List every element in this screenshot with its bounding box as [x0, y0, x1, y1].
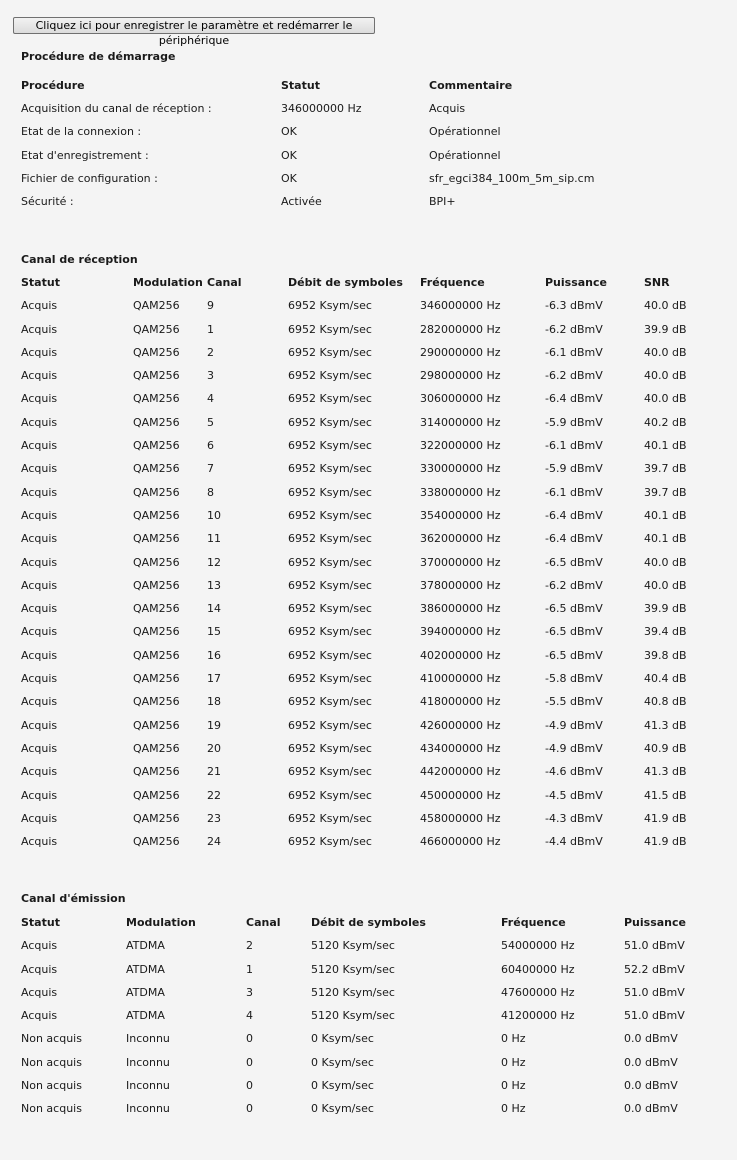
table-cell: -6.5 dBmV — [545, 625, 603, 639]
table-cell: 5 — [207, 415, 214, 429]
table-cell: QAM256 — [133, 578, 180, 592]
table-cell: 410000000 Hz — [420, 672, 501, 686]
table-cell: 14 — [207, 602, 221, 616]
table-cell: Inconnu — [126, 1102, 170, 1116]
table-cell: Non acquis — [21, 1032, 82, 1046]
table-cell: QAM256 — [133, 532, 180, 546]
table-cell: 426000000 Hz — [420, 718, 501, 732]
table-cell: 0 Hz — [501, 1102, 526, 1116]
table-cell: Acquis — [21, 322, 58, 336]
downstream-section-title: Canal de réception — [21, 253, 138, 266]
table-cell: -5.9 dBmV — [545, 462, 603, 476]
table-cell: OK — [281, 125, 297, 139]
table-cell: QAM256 — [133, 835, 180, 849]
table-cell: 0.0 dBmV — [624, 1079, 678, 1093]
table-cell: QAM256 — [133, 718, 180, 732]
table-cell: 282000000 Hz — [420, 322, 501, 336]
table-cell: Acquis — [21, 835, 58, 849]
table-cell: 2 — [207, 345, 214, 359]
table-cell: ATDMA — [126, 939, 165, 953]
table-cell: 6952 Ksym/sec — [288, 532, 372, 546]
table-cell: 3 — [207, 369, 214, 383]
table-cell: 51.0 dBmV — [624, 939, 685, 953]
table-cell: Opérationnel — [429, 148, 501, 162]
table-cell: -4.4 dBmV — [545, 835, 603, 849]
table-cell: 39.9 dB — [644, 602, 687, 616]
table-cell: QAM256 — [133, 369, 180, 383]
table-cell: Acquis — [21, 369, 58, 383]
table-cell: Acquis — [21, 962, 58, 976]
table-cell: -6.1 dBmV — [545, 345, 603, 359]
table-cell: Acquis — [21, 602, 58, 616]
table-cell: Acquis — [21, 648, 58, 662]
table-cell: 0 Ksym/sec — [311, 1055, 374, 1069]
table-cell: Inconnu — [126, 1032, 170, 1046]
table-cell: Acquis — [21, 985, 58, 999]
table-cell: 6952 Ksym/sec — [288, 811, 372, 825]
table-cell: 0.0 dBmV — [624, 1055, 678, 1069]
table-cell: QAM256 — [133, 811, 180, 825]
table-cell: 39.4 dB — [644, 625, 687, 639]
table-cell: 5120 Ksym/sec — [311, 985, 395, 999]
table-cell: -6.4 dBmV — [545, 508, 603, 522]
table-cell: QAM256 — [133, 322, 180, 336]
column-header: Canal — [207, 276, 242, 289]
table-cell: -6.5 dBmV — [545, 602, 603, 616]
column-header: Puissance — [545, 276, 607, 289]
table-cell: OK — [281, 171, 297, 185]
table-cell: -4.9 dBmV — [545, 741, 603, 755]
table-cell: 402000000 Hz — [420, 648, 501, 662]
table-cell: 22 — [207, 788, 221, 802]
table-cell: 6952 Ksym/sec — [288, 578, 372, 592]
table-cell: 47600000 Hz — [501, 985, 575, 999]
table-cell: -5.9 dBmV — [545, 415, 603, 429]
table-cell: 4 — [246, 1009, 253, 1023]
table-cell: 0 — [246, 1079, 253, 1093]
table-cell: 386000000 Hz — [420, 602, 501, 616]
table-cell: QAM256 — [133, 392, 180, 406]
table-cell: Etat de la connexion : — [21, 125, 142, 139]
table-cell: QAM256 — [133, 625, 180, 639]
table-cell: 5120 Ksym/sec — [311, 1009, 395, 1023]
table-cell: QAM256 — [133, 695, 180, 709]
column-header: Statut — [21, 276, 60, 289]
table-cell: 6952 Ksym/sec — [288, 322, 372, 336]
table-cell: 18 — [207, 695, 221, 709]
table-cell: Acquis — [21, 485, 58, 499]
table-cell: 322000000 Hz — [420, 439, 501, 453]
table-cell: QAM256 — [133, 345, 180, 359]
table-cell: 6952 Ksym/sec — [288, 345, 372, 359]
table-cell: 6 — [207, 439, 214, 453]
table-cell: 40.1 dB — [644, 532, 687, 546]
column-header: Statut — [21, 916, 60, 929]
table-cell: QAM256 — [133, 555, 180, 569]
table-cell: 40.0 dB — [644, 578, 687, 592]
table-cell: 40.4 dB — [644, 672, 687, 686]
table-cell: 0 Hz — [501, 1079, 526, 1093]
column-header: Canal — [246, 916, 281, 929]
table-cell: 442000000 Hz — [420, 765, 501, 779]
table-cell: QAM256 — [133, 602, 180, 616]
column-header: Procédure — [21, 79, 85, 92]
table-cell: -6.5 dBmV — [545, 648, 603, 662]
table-cell: 1 — [207, 322, 214, 336]
table-cell: QAM256 — [133, 299, 180, 313]
table-cell: 346000000 Hz — [420, 299, 501, 313]
table-cell: Acquis — [21, 462, 58, 476]
table-cell: 314000000 Hz — [420, 415, 501, 429]
table-cell: 6952 Ksym/sec — [288, 439, 372, 453]
table-cell: 6952 Ksym/sec — [288, 672, 372, 686]
table-cell: 0 Ksym/sec — [311, 1079, 374, 1093]
table-cell: Non acquis — [21, 1055, 82, 1069]
table-cell: 6952 Ksym/sec — [288, 485, 372, 499]
table-cell: 40.0 dB — [644, 299, 687, 313]
table-cell: -6.1 dBmV — [545, 485, 603, 499]
table-cell: -6.2 dBmV — [545, 578, 603, 592]
table-cell: 0 — [246, 1055, 253, 1069]
table-cell: 24 — [207, 835, 221, 849]
table-cell: -6.5 dBmV — [545, 555, 603, 569]
table-cell: Non acquis — [21, 1102, 82, 1116]
table-cell: -6.2 dBmV — [545, 369, 603, 383]
table-cell: ATDMA — [126, 985, 165, 999]
table-cell: 6952 Ksym/sec — [288, 392, 372, 406]
table-cell: 362000000 Hz — [420, 532, 501, 546]
table-cell: Acquis — [21, 555, 58, 569]
table-cell: 15 — [207, 625, 221, 639]
table-cell: QAM256 — [133, 462, 180, 476]
startup-section-title: Procédure de démarrage — [21, 50, 176, 63]
table-cell: Opérationnel — [429, 125, 501, 139]
table-cell: 40.8 dB — [644, 695, 687, 709]
table-cell: -6.4 dBmV — [545, 532, 603, 546]
table-cell: 51.0 dBmV — [624, 1009, 685, 1023]
table-cell: 13 — [207, 578, 221, 592]
table-cell: 6952 Ksym/sec — [288, 835, 372, 849]
table-cell: 20 — [207, 741, 221, 755]
table-cell: 39.7 dB — [644, 485, 687, 499]
table-cell: Acquis — [21, 345, 58, 359]
table-cell: Acquis — [21, 788, 58, 802]
table-cell: 39.8 dB — [644, 648, 687, 662]
table-cell: 21 — [207, 765, 221, 779]
table-cell: 3 — [246, 985, 253, 999]
save-restart-button[interactable]: Cliquez ici pour enregistrer le paramètre et redémarrer le périphérique — [13, 17, 375, 34]
table-cell: 6952 Ksym/sec — [288, 741, 372, 755]
table-cell: 6952 Ksym/sec — [288, 648, 372, 662]
table-cell: 39.9 dB — [644, 322, 687, 336]
table-cell: 0 Ksym/sec — [311, 1102, 374, 1116]
table-cell: QAM256 — [133, 415, 180, 429]
table-cell: BPI+ — [429, 194, 456, 208]
table-cell: ATDMA — [126, 1009, 165, 1023]
table-cell: -4.5 dBmV — [545, 788, 603, 802]
table-cell: Acquis — [21, 672, 58, 686]
table-cell: 8 — [207, 485, 214, 499]
table-cell: 17 — [207, 672, 221, 686]
table-cell: Acquis — [21, 508, 58, 522]
table-cell: 40.9 dB — [644, 741, 687, 755]
table-cell: QAM256 — [133, 788, 180, 802]
table-cell: 11 — [207, 532, 221, 546]
table-cell: Acquis — [21, 1009, 58, 1023]
table-cell: 41.3 dB — [644, 765, 687, 779]
table-cell: -6.3 dBmV — [545, 299, 603, 313]
table-cell: Inconnu — [126, 1079, 170, 1093]
column-header: Commentaire — [429, 79, 513, 92]
table-cell: 10 — [207, 508, 221, 522]
table-cell: 0 — [246, 1102, 253, 1116]
table-cell: Acquis — [21, 765, 58, 779]
table-cell: 5120 Ksym/sec — [311, 939, 395, 953]
table-cell: 52.2 dBmV — [624, 962, 685, 976]
table-cell: 40.2 dB — [644, 415, 687, 429]
table-cell: 6952 Ksym/sec — [288, 369, 372, 383]
table-cell: 60400000 Hz — [501, 962, 575, 976]
table-cell: QAM256 — [133, 508, 180, 522]
table-cell: 338000000 Hz — [420, 485, 501, 499]
table-cell: 9 — [207, 299, 214, 313]
table-cell: 6952 Ksym/sec — [288, 462, 372, 476]
table-cell: 418000000 Hz — [420, 695, 501, 709]
table-cell: 0 Hz — [501, 1032, 526, 1046]
table-cell: 40.1 dB — [644, 439, 687, 453]
table-cell: 0 Ksym/sec — [311, 1032, 374, 1046]
table-cell: Acquis — [21, 439, 58, 453]
table-cell: 306000000 Hz — [420, 392, 501, 406]
table-cell: 41.9 dB — [644, 835, 687, 849]
table-cell: Acquis — [21, 392, 58, 406]
column-header: Statut — [281, 79, 320, 92]
table-cell: OK — [281, 148, 297, 162]
table-cell: 41200000 Hz — [501, 1009, 575, 1023]
table-cell: 2 — [246, 939, 253, 953]
table-cell: 6952 Ksym/sec — [288, 718, 372, 732]
table-cell: 354000000 Hz — [420, 508, 501, 522]
table-cell: Acquis — [21, 532, 58, 546]
table-cell: -6.4 dBmV — [545, 392, 603, 406]
table-cell: -4.6 dBmV — [545, 765, 603, 779]
table-cell: Non acquis — [21, 1079, 82, 1093]
table-cell: 19 — [207, 718, 221, 732]
table-cell: 466000000 Hz — [420, 835, 501, 849]
column-header: SNR — [644, 276, 670, 289]
table-cell: 12 — [207, 555, 221, 569]
table-cell: Acquis — [21, 625, 58, 639]
table-cell: 40.0 dB — [644, 369, 687, 383]
table-cell: 330000000 Hz — [420, 462, 501, 476]
table-cell: 346000000 Hz — [281, 102, 362, 116]
table-cell: 40.0 dB — [644, 345, 687, 359]
table-cell: 6952 Ksym/sec — [288, 415, 372, 429]
table-cell: 6952 Ksym/sec — [288, 299, 372, 313]
upstream-section-title: Canal d'émission — [21, 892, 126, 905]
table-cell: Acquis — [21, 741, 58, 755]
table-cell: 6952 Ksym/sec — [288, 695, 372, 709]
table-cell: Acquis — [21, 939, 58, 953]
table-cell: 16 — [207, 648, 221, 662]
table-cell: 298000000 Hz — [420, 369, 501, 383]
table-cell: 7 — [207, 462, 214, 476]
table-cell: Activée — [281, 194, 322, 208]
table-cell: 378000000 Hz — [420, 578, 501, 592]
table-cell: QAM256 — [133, 741, 180, 755]
table-cell: Acquis — [21, 415, 58, 429]
table-cell: 40.0 dB — [644, 392, 687, 406]
table-cell: 450000000 Hz — [420, 788, 501, 802]
table-cell: -4.9 dBmV — [545, 718, 603, 732]
table-cell: Acquis — [21, 718, 58, 732]
table-cell: Acquis — [429, 102, 466, 116]
table-cell: -6.1 dBmV — [545, 439, 603, 453]
table-cell: 41.9 dB — [644, 811, 687, 825]
table-cell: 51.0 dBmV — [624, 985, 685, 999]
table-cell: 5120 Ksym/sec — [311, 962, 395, 976]
table-cell: sfr_egci384_100m_5m_sip.cm — [429, 171, 595, 185]
table-cell: -6.2 dBmV — [545, 322, 603, 336]
table-cell: -5.5 dBmV — [545, 695, 603, 709]
table-cell: 1 — [246, 962, 253, 976]
table-cell: Acquis — [21, 811, 58, 825]
table-cell: 0 Hz — [501, 1055, 526, 1069]
table-cell: 6952 Ksym/sec — [288, 508, 372, 522]
table-cell: Acquis — [21, 299, 58, 313]
table-cell: Fichier de configuration : — [21, 171, 158, 185]
table-cell: Sécurité : — [21, 194, 74, 208]
table-cell: 0.0 dBmV — [624, 1102, 678, 1116]
column-header: Fréquence — [420, 276, 485, 289]
table-cell: QAM256 — [133, 439, 180, 453]
column-header: Modulation — [126, 916, 196, 929]
table-cell: Inconnu — [126, 1055, 170, 1069]
table-cell: Acquis — [21, 578, 58, 592]
table-cell: QAM256 — [133, 765, 180, 779]
table-cell: 40.0 dB — [644, 555, 687, 569]
table-cell: 458000000 Hz — [420, 811, 501, 825]
table-cell: 6952 Ksym/sec — [288, 555, 372, 569]
table-cell: 6952 Ksym/sec — [288, 765, 372, 779]
table-cell: 41.5 dB — [644, 788, 687, 802]
column-header: Débit de symboles — [288, 276, 403, 289]
table-cell: 40.1 dB — [644, 508, 687, 522]
table-cell: 0.0 dBmV — [624, 1032, 678, 1046]
table-cell: 290000000 Hz — [420, 345, 501, 359]
column-header: Débit de symboles — [311, 916, 426, 929]
table-cell: 0 — [246, 1032, 253, 1046]
column-header: Fréquence — [501, 916, 566, 929]
table-cell: 370000000 Hz — [420, 555, 501, 569]
table-cell: QAM256 — [133, 648, 180, 662]
table-cell: 394000000 Hz — [420, 625, 501, 639]
table-cell: -5.8 dBmV — [545, 672, 603, 686]
table-cell: 6952 Ksym/sec — [288, 625, 372, 639]
table-cell: 39.7 dB — [644, 462, 687, 476]
table-cell: 4 — [207, 392, 214, 406]
table-cell: 434000000 Hz — [420, 741, 501, 755]
table-cell: ATDMA — [126, 962, 165, 976]
column-header: Puissance — [624, 916, 686, 929]
table-cell: 54000000 Hz — [501, 939, 575, 953]
table-cell: QAM256 — [133, 485, 180, 499]
table-cell: Etat d'enregistrement : — [21, 148, 149, 162]
table-cell: 41.3 dB — [644, 718, 687, 732]
table-cell: 6952 Ksym/sec — [288, 602, 372, 616]
table-cell: Acquisition du canal de réception : — [21, 102, 212, 116]
table-cell: Acquis — [21, 695, 58, 709]
table-cell: QAM256 — [133, 672, 180, 686]
column-header: Modulation — [133, 276, 203, 289]
table-cell: -4.3 dBmV — [545, 811, 603, 825]
table-cell: 6952 Ksym/sec — [288, 788, 372, 802]
table-cell: 23 — [207, 811, 221, 825]
